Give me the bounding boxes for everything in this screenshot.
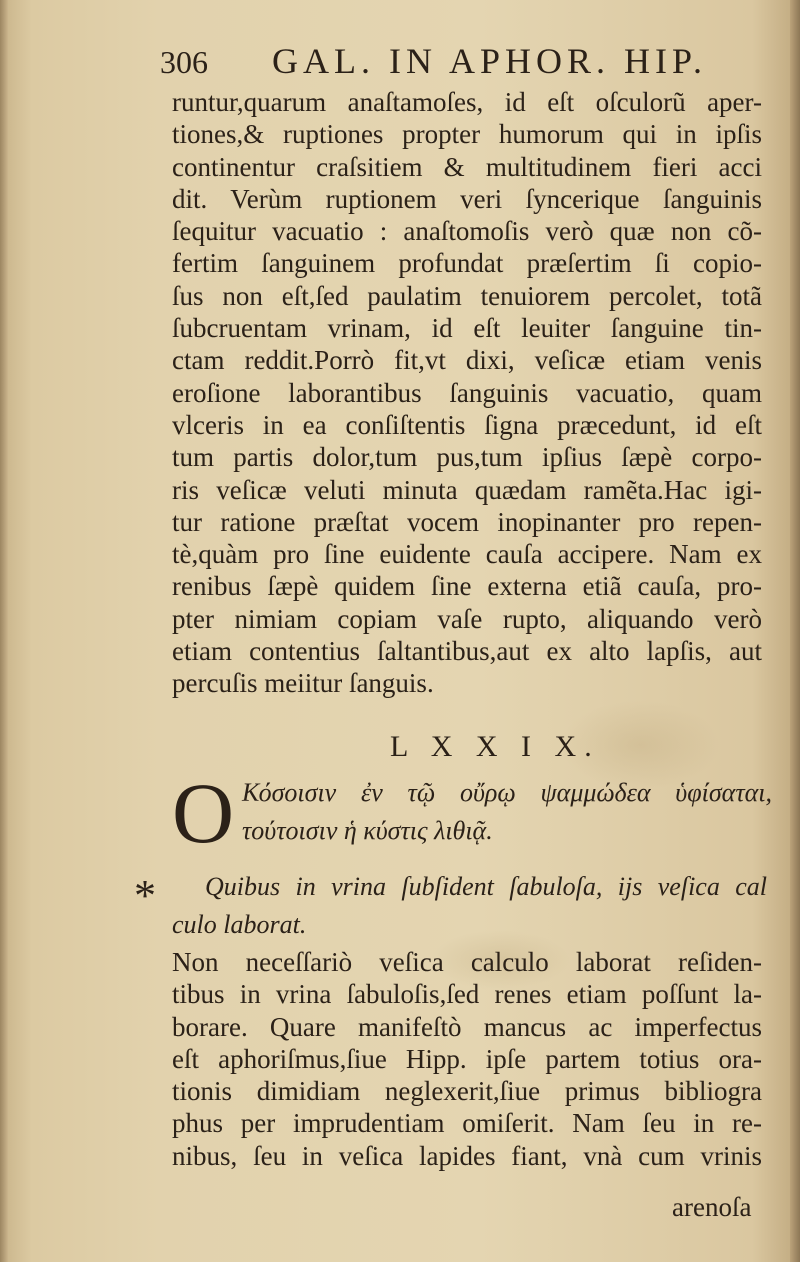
running-title: GAL. IN APHOR. HIP. bbox=[272, 41, 708, 81]
text-line: dit. Verùm ruptionem veri ſyncerique ſanguinis bbox=[172, 183, 762, 214]
text-line: eroſione laborantibus ſanguinis vacuatio, quam bbox=[172, 377, 762, 408]
text-line: pter nimiam copiam vaſe rupto, aliquando verò bbox=[172, 603, 762, 634]
text-line: tè,quàm pro ſine euidente cauſa accipere. Nam ex bbox=[172, 539, 762, 570]
text-line: Non neceſſariò veſica calculo laborat reſiden- bbox=[172, 947, 762, 977]
asterisk-marker: * bbox=[134, 871, 156, 920]
text-line: percuſis meiitur ſanguis. bbox=[172, 668, 434, 699]
text-line: fertim ſanguinem profundat præſertim ſi copio- bbox=[172, 248, 762, 279]
greek-aphorism-line: Κόσοισιν ἐν τῷ οὔρῳ ψαμμώδεα ὑφίσαται, bbox=[242, 778, 772, 807]
text-line: nibus, ſeu in veſica lapides fiant, vnà cum vrinis bbox=[172, 1140, 762, 1171]
text-line: borare. Quare manifeſtò mancus ac imperfectus bbox=[172, 1011, 762, 1042]
text-line: tionis dimidiam neglexerit,ſiue primus bibliogra bbox=[172, 1076, 762, 1107]
body-text-bottom bbox=[172, 946, 772, 1172]
latin-translation-line: Quibus in vrina ſubſident ſabuloſa, ijs veſica cal bbox=[205, 872, 767, 901]
catchword: arenoſa bbox=[672, 1192, 752, 1222]
text-line: runtur,quarum anaſtamoſes, id eſt oſculorũ aper- bbox=[172, 87, 762, 117]
text-line: ctam reddit.Porrò fit,vt dixi, veſicæ etiam venis bbox=[172, 345, 762, 376]
text-line: ſubcruentam vrinam, id eſt leuiter ſanguine tin- bbox=[172, 313, 762, 344]
text-line: ſus non eſt,ſed paulatim tenuiorem percolet, totã bbox=[172, 280, 762, 311]
text-line: ris veſicæ veluti minuta quædam ramẽta.Hac igi- bbox=[172, 474, 762, 505]
page-header bbox=[160, 40, 720, 90]
text-line: phus per imprudentiam omiſerit. Nam ſeu in re- bbox=[172, 1108, 762, 1139]
text-line: etiam contentius ſaltantibus,aut ex alto lapſis, aut bbox=[172, 636, 762, 667]
text-line: renibus ſæpè quidem ſine externa etiã cauſa, pro- bbox=[172, 571, 762, 602]
section-heading: L X X I X. bbox=[390, 730, 600, 763]
text-line: tum partis dolor,tum pus,tum ipſius ſæpè corpo- bbox=[172, 442, 762, 473]
text-line: eſt aphoriſmus,ſiue Hipp. ipſe partem totius ora- bbox=[172, 1043, 762, 1074]
latin-translation-line: culo laborat. bbox=[172, 910, 307, 939]
text-line: tibus in vrina ſabuloſis,ſed renes etiam poſſunt la- bbox=[172, 979, 762, 1010]
page-left-edge bbox=[0, 0, 8, 1262]
text-line: ſequitur vacuatio : anaſtomoſis verò quæ non cõ- bbox=[172, 216, 762, 247]
drop-cap: O bbox=[172, 765, 235, 861]
text-line: vlceris in ea conſiſtentis ſigna præcedunt, id eſt bbox=[172, 409, 762, 440]
text-line: continentur craſsitiem & multitudinem fieri acci bbox=[172, 151, 762, 182]
page-number: 306 bbox=[160, 44, 208, 80]
page-right-edge bbox=[790, 0, 800, 1262]
greek-aphorism-line: τούτοισιν ἡ κύστις λιθιᾷ. bbox=[242, 816, 493, 845]
body-text-top bbox=[172, 86, 772, 700]
text-line: tiones,& ruptiones propter humorum qui in ipſis bbox=[172, 119, 762, 150]
text-line: tur ratione præſtat vocem inopinanter pro repen- bbox=[172, 506, 762, 537]
